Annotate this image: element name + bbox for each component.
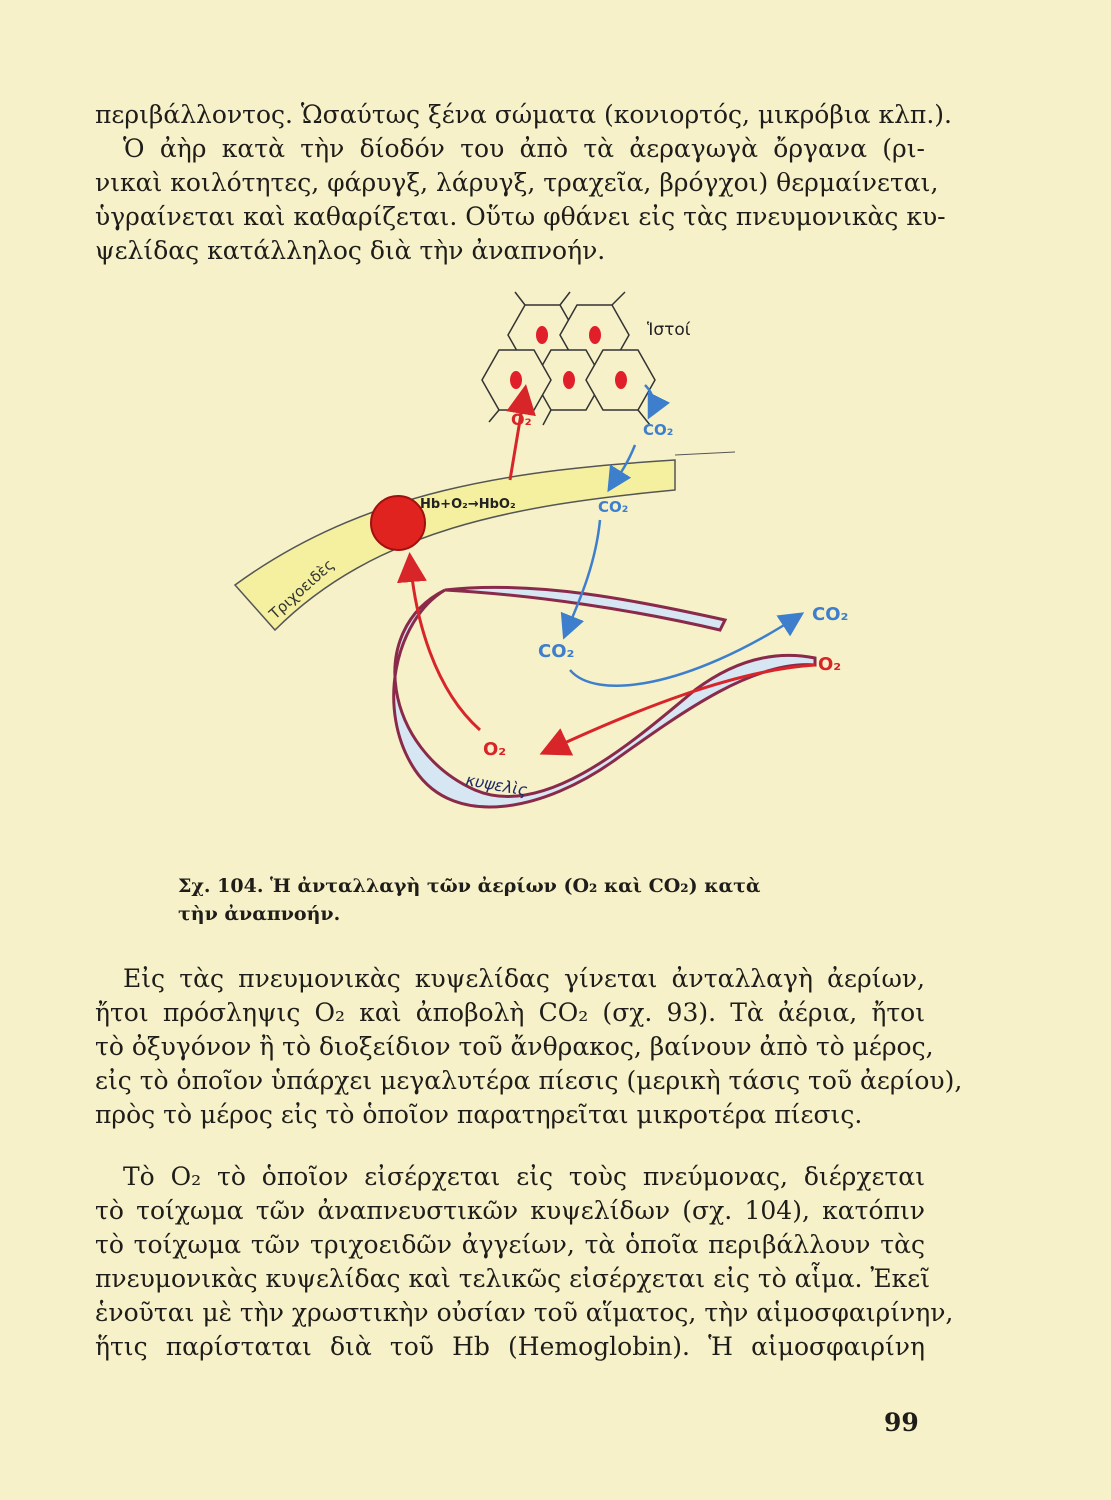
tissue-cells: [482, 292, 655, 425]
gas-exchange-diagram: [215, 290, 895, 860]
text-line: περιβάλλοντος. Ὡσαύτως ξένα σώματα (κονιορτός, μικρόβια κλπ.).: [95, 100, 952, 129]
paragraph-bottom: [95, 1160, 954, 1364]
alveolus: [394, 590, 815, 807]
label-tissues: Ἱστοί: [647, 320, 691, 340]
text-line: τὸ τοίχωμα τῶν ἀναπνευστικῶν κυψελίδων (σχ. 104), κατόπιν: [95, 1196, 925, 1225]
text-line: ψελίδας κατάλληλος διὰ τὴν ἀναπνοήν.: [95, 236, 606, 265]
co2-arrow-down: [565, 520, 600, 635]
equation-label: Hb+O₂→HbO₂: [420, 497, 516, 512]
paragraph-middle: [95, 962, 963, 1132]
text-line: Ὁ ἀὴρ κατὰ τὴν δίοδόν του ἀπὸ τὰ ἀεραγωγὰ ὄργανα (ρι-: [123, 134, 925, 163]
text-line: τὸ ὀξυγόνον ἢ τὸ διοξείδιον τοῦ ἄνθρακος, βαίνουν ἀπὸ τὸ μέρος,: [95, 1032, 934, 1061]
gas-exchange-figure: [215, 290, 895, 860]
text-line: τὸ τοίχωμα τῶν τριχοειδῶν ἀγγείων, τὰ ὁποῖα περιβάλλουν τὰς: [95, 1230, 925, 1259]
text-line: πνευμονικὰς κυψελίδας καὶ τελικῶς εἰσέρχεται εἰς τὸ αἷμα. Ἐκεῖ: [95, 1264, 931, 1293]
page-number: 99: [884, 1408, 919, 1437]
co2-label-blood: CO₂: [598, 498, 629, 516]
text-line: Εἰς τὰς πνευμονικὰς κυψελίδας γίνεται ἀνταλλαγὴ ἀερίων,: [123, 964, 925, 993]
o2-label-bottom: O₂: [483, 739, 507, 760]
text-line: νικαὶ κοιλότητες, φάρυγξ, λάρυγξ, τραχεῖα, βρόγχοι) θερμαίνεται,: [95, 168, 939, 197]
co2-label-alveolus: CO₂: [538, 641, 575, 662]
text-line: Τὸ O₂ τὸ ὁποῖον εἰσέρχεται εἰς τοὺς πνεύμονας, διέρχεται: [123, 1162, 925, 1191]
co2-label-tissue: CO₂: [643, 421, 674, 439]
label-alveolus: κυψελὶς: [464, 770, 529, 800]
o2-arrow-up: [410, 558, 480, 730]
text-line: ὑγραίνεται καὶ καθαρίζεται. Οὕτω φθάνει εἰς τὰς πνευμονικὰς κυ-: [95, 202, 946, 231]
text-line: ἑνοῦται μὲ τὴν χρωστικὴν οὐσίαν τοῦ αἵματος, τὴν αἱμοσφαιρίνην,: [95, 1298, 954, 1327]
caption-line: τὴν ἀναπνοήν.: [178, 903, 341, 925]
co2-arrow-out: [570, 615, 800, 686]
label-capillary: Τριχοειδὲς: [265, 555, 338, 623]
text-line: ἤτοι πρόσληψις O₂ καὶ ἀποβολὴ CO₂ (σχ. 93). Τὰ ἀέρια, ἤτοι: [95, 998, 925, 1027]
paragraph-top: [95, 98, 952, 268]
caption-line: Σχ. 104. Ἡ ἀνταλλαγὴ τῶν ἀερίων (O₂ καὶ CO₂) κατὰ: [178, 875, 761, 897]
text-line: πρὸς τὸ μέρος εἰς τὸ ὁποῖον παρατηρεῖται μικροτέρα πίεσις.: [95, 1100, 863, 1129]
co2-label-right: CO₂: [812, 604, 849, 625]
figure-caption: [178, 872, 838, 928]
o2-label-tissue: O₂: [511, 410, 532, 429]
o2-label-right: O₂: [818, 654, 842, 675]
text-line: ἥτις παρίσταται διὰ τοῦ Hb (Hemoglobin). Ἡ αἱμοσφαιρίνη: [95, 1332, 925, 1361]
red-blood-cell: [371, 496, 425, 550]
text-line: εἰς τὸ ὁποῖον ὑπάρχει μεγαλυτέρα πίεσις (μερικὴ τάσις τοῦ ἀερίου),: [95, 1066, 963, 1095]
